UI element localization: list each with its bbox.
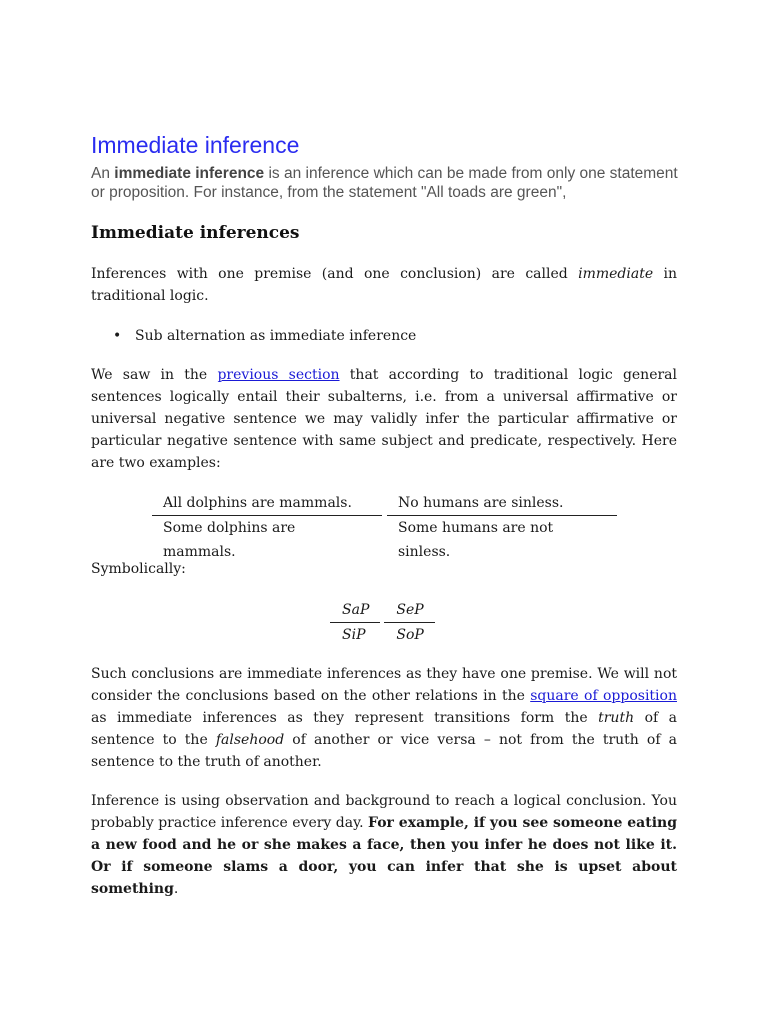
symbol-conclusion-1: SiP	[342, 627, 366, 643]
examples-table	[152, 491, 617, 564]
intro-prefix: An	[91, 165, 115, 182]
symbolically-label: Symbolically:	[91, 561, 186, 577]
previous-section-link[interactable]: previous section	[217, 367, 340, 383]
page-title: Immediate inference	[91, 132, 300, 158]
section-heading: Immediate inferences	[91, 223, 300, 243]
paragraph-immediate-definition	[91, 263, 677, 307]
paragraph-square-of-opposition	[91, 663, 677, 773]
symbol-premise-2: SeP	[384, 598, 434, 623]
intro-term: immediate inference	[114, 165, 265, 182]
bullet-list	[113, 325, 416, 347]
symbols-premise-row	[330, 598, 435, 623]
bullet-item: • Sub alternation as immediate inference	[113, 325, 416, 347]
p1-after: in traditional logic.	[91, 266, 677, 304]
p4-after: .	[173, 881, 179, 897]
symbol-conclusion-2: SoP	[396, 627, 424, 643]
p1-before: Inferences with one premise (and one conclusion) are called	[91, 266, 579, 282]
paragraph-subalterns	[91, 364, 677, 474]
p3-falsehood: falsehood	[215, 732, 285, 748]
symbols-table	[330, 598, 435, 647]
example-premise-1: All dolphins are mammals.	[152, 491, 382, 516]
examples-premise-row	[152, 491, 617, 516]
p2-before: We saw in the	[91, 367, 218, 383]
p3-after: of another or vice versa – not from the truth of a sentence to the truth of another.	[91, 732, 677, 770]
p2-after: that according to traditional logic general sentences logically entail their subalterns, i.e. from a universal affirmative or universal negative sentence we may validly infer the particular affirmative or particular negative sentence with same subject and predicate, respectively. Here are two examples:	[91, 367, 678, 471]
intro-paragraph	[91, 164, 691, 202]
p3-mid2: of a sentence to the	[91, 710, 678, 748]
example-conclusion-1: Some dolphins are mammals.	[163, 520, 296, 560]
examples-conclusion-row	[152, 516, 617, 565]
intro-rest: is an inference which can be made from only one statement or proposition. For instance, from the statement "All toads are green",	[91, 165, 678, 201]
symbol-premise-1: SaP	[330, 598, 380, 623]
p4-before: Inference is using observation and background to reach a logical conclusion. You probably practice inference every day.	[91, 793, 677, 831]
square-of-opposition-link[interactable]: square of opposition	[530, 688, 677, 704]
paragraph-inference-example	[91, 790, 677, 900]
symbols-conclusion-row	[330, 623, 435, 648]
p3-before: Such conclusions are immediate inferences as they have one premise. We will not consider the conclusions based on the other relations in the	[91, 666, 677, 704]
p1-emphasis: immediate	[578, 266, 654, 282]
example-conclusion-2: Some humans are not sinless.	[398, 520, 554, 560]
p3-truth: truth	[598, 710, 635, 726]
p3-mid1: as immediate inferences as they represent transitions form the	[91, 710, 599, 726]
p4-bold-example: For example, if you see someone eating a new food and he or she makes a face, then you infer he does not like it. Or if someone slams a door, you can infer that she is upset about something	[91, 815, 677, 897]
example-premise-2: No humans are sinless.	[387, 491, 617, 516]
